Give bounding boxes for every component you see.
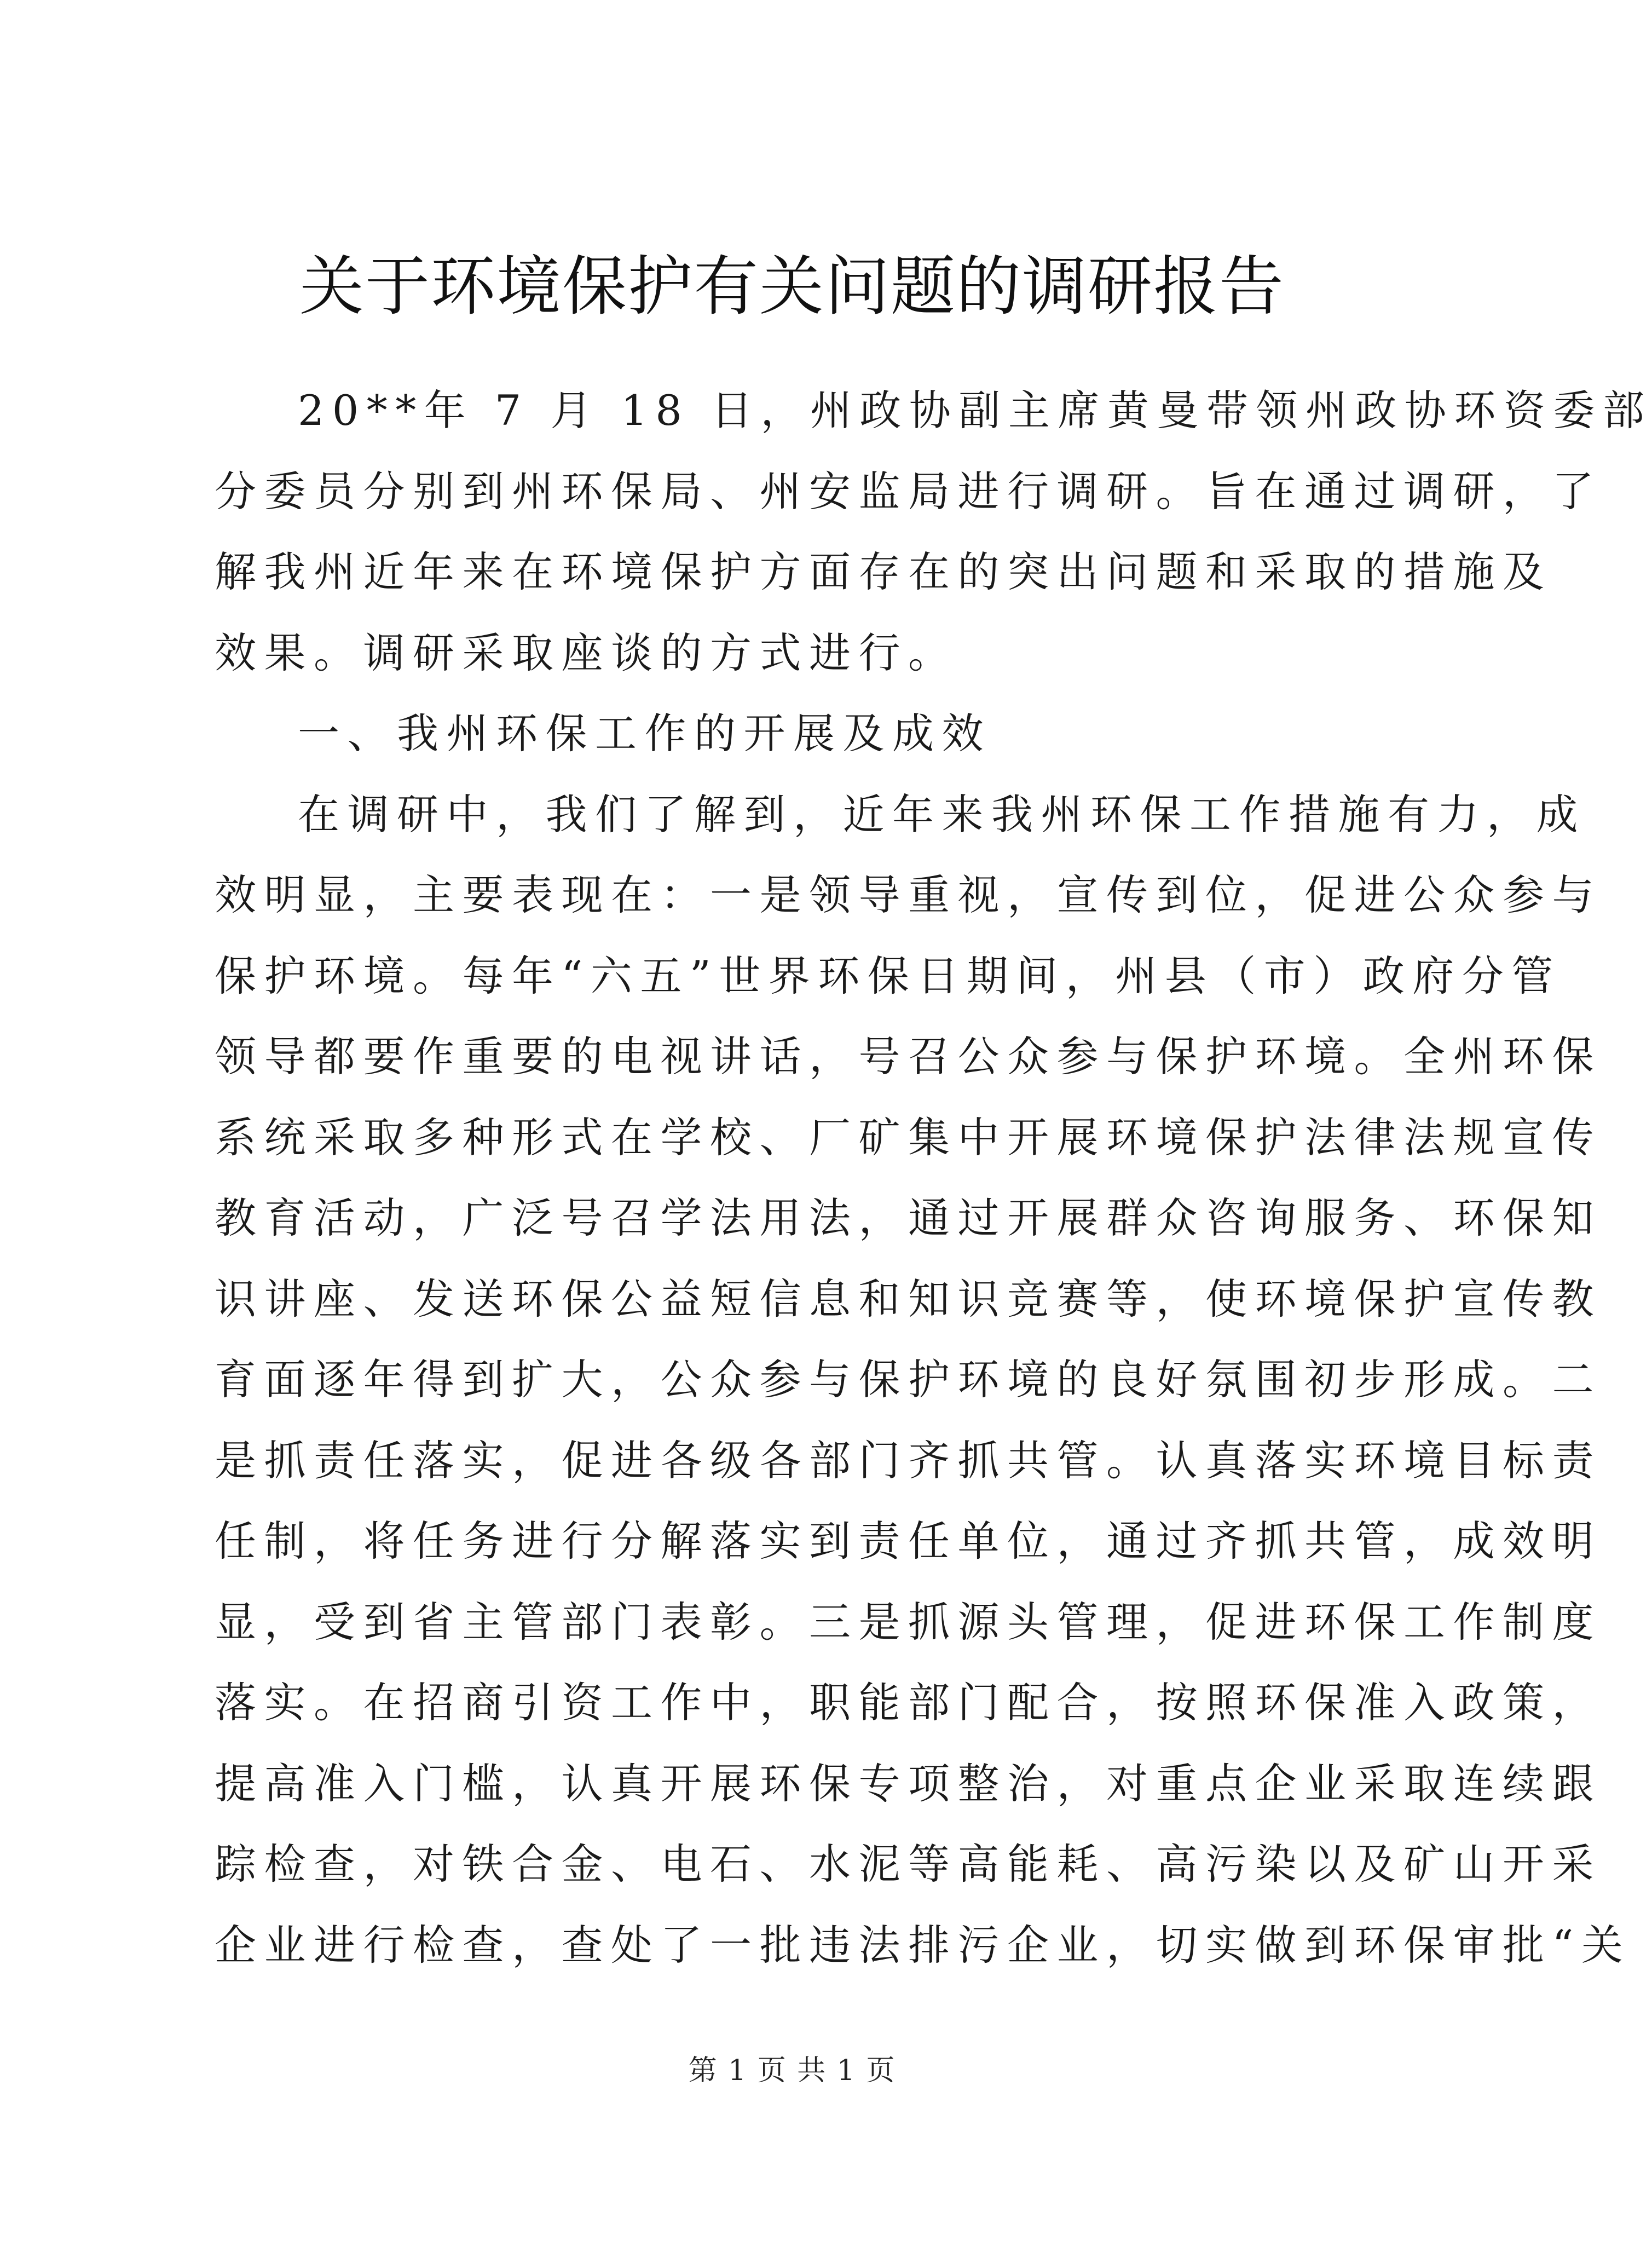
paragraph-2-line-10: 任制，将任务进行分解落实到责任单位，通过齐抓共管，成效明 (215, 1517, 1602, 1565)
paragraph-2-line-6: 教育活动，广泛号召学法用法，通过开展群众咨询服务、环保知 (215, 1194, 1602, 1242)
paragraph-1-line-2: 分委员分别到州环保局、州安监局进行调研。旨在通过调研，了 (215, 466, 1602, 516)
paragraph-1-line-4: 效果。调研采取座谈的方式进行。 (215, 628, 958, 677)
section-heading-1: 一、我州环保工作的开展及成效 (298, 709, 991, 758)
paragraph-2-line-12: 落实。在招商引资工作中，职能部门配合，按照环保准入政策， (215, 1678, 1602, 1727)
page-footer: 第 1 页 共 1 页 (688, 2054, 896, 2087)
document-body (215, 370, 1652, 1985)
paragraph-2-line-11: 显，受到省主管部门表彰。三是抓源头管理，促进环保工作制度 (215, 1597, 1602, 1646)
paragraph-2-line-3: 保护环境。每年“六五”世界环保日期间，州县（市）政府分管 (215, 951, 1561, 1000)
paragraph-2-line-15: 企业进行检查，查处了一批违法排污企业，切实做到环保审批“关 (215, 1920, 1631, 1969)
paragraph-2-line-7: 识讲座、发送环保公益短信息和知识竞赛等，使环境保护宣传教 (215, 1274, 1602, 1323)
paragraph-2-line-14: 踪检查，对铁合金、电石、水泥等高能耗、高污染以及矿山开采 (215, 1840, 1602, 1888)
paragraph-2-line-1: 在调研中，我们了解到，近年来我州环保工作措施有力，成 (298, 790, 1586, 839)
paragraph-2-line-8: 育面逐年得到扩大，公众参与保护环境的良好氛围初步形成。二 (215, 1355, 1602, 1404)
document-title: 关于环境保护有关问题的调研报告 (299, 249, 1285, 324)
paragraph-2-line-4: 领导都要作重要的电视讲话，号召公众参与保护环境。全州环保 (215, 1032, 1602, 1081)
paragraph-1-line-1: 20**年 7 月 18 日，州政协副主席黄曼带领州政协环资委部 (298, 386, 1652, 435)
paragraph-2-line-2: 效明显，主要表现在：一是领导重视，宣传到位，促进公众参与 (215, 871, 1602, 919)
paragraph-1-line-3: 解我州近年来在环境保护方面存在的突出问题和采取的措施及 (215, 548, 1552, 596)
paragraph-2-line-13: 提高准入门槛，认真开展环保专项整治，对重点企业采取连续跟 (215, 1759, 1602, 1808)
paragraph-2-line-5: 系统采取多种形式在学校、厂矿集中开展环境保护法律法规宣传 (215, 1113, 1602, 1162)
paragraph-2-line-9: 是抓责任落实，促进各级各部门齐抓共管。认真落实环境目标责 (215, 1436, 1602, 1485)
